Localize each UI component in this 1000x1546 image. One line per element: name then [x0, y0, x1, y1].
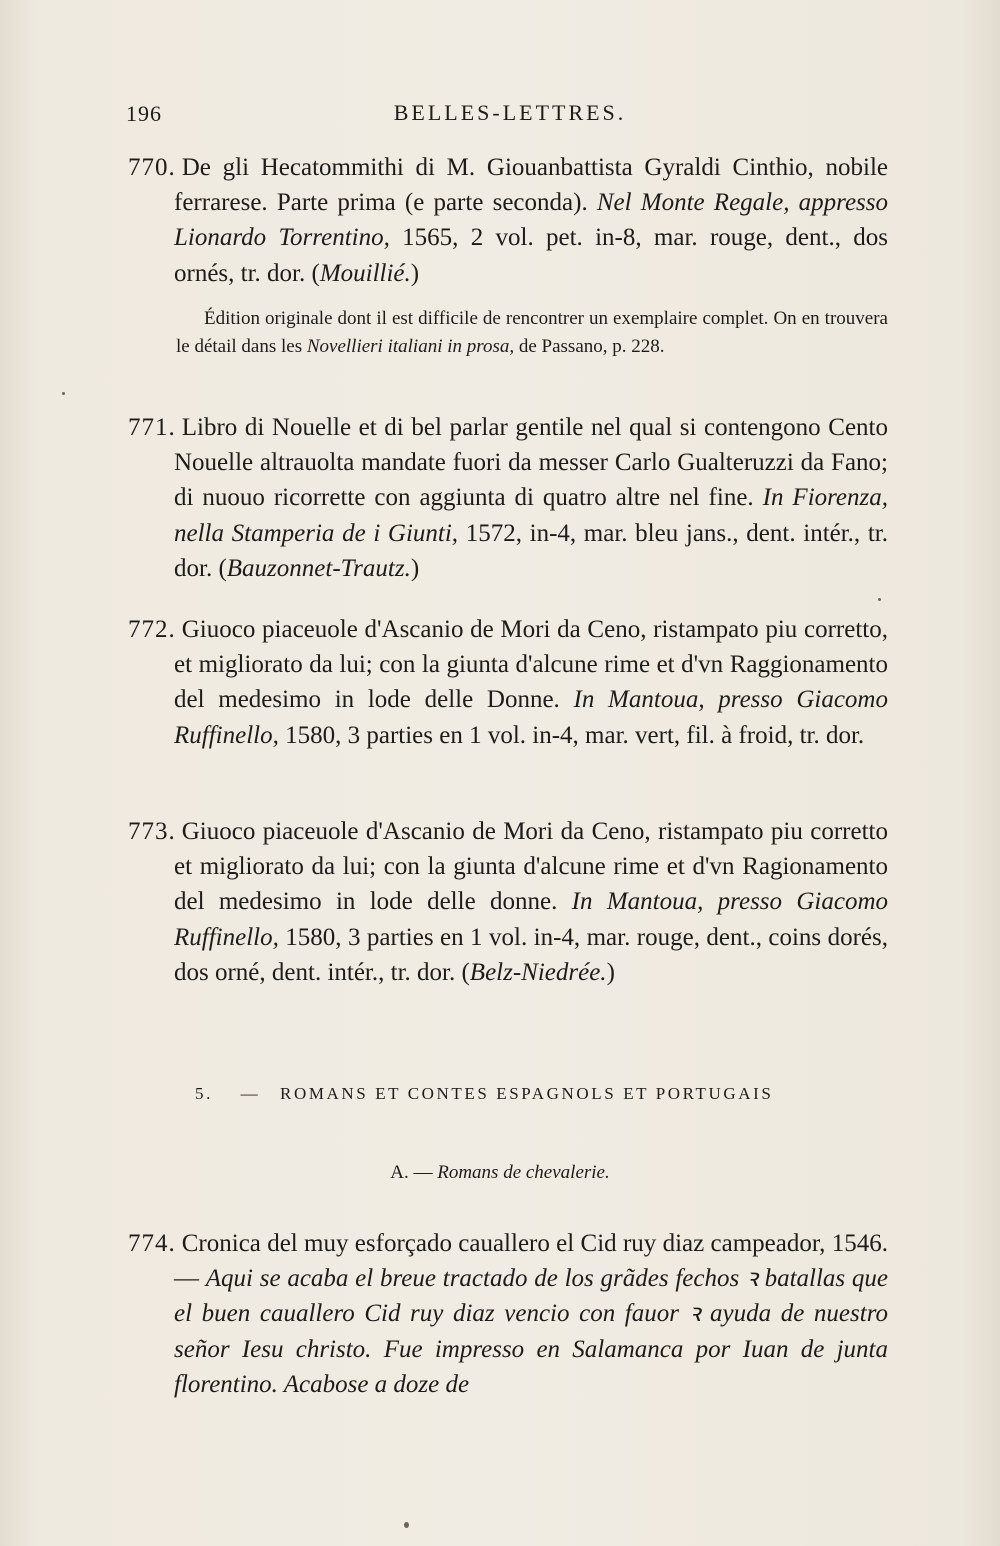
- section-dash: —: [240, 1084, 261, 1103]
- entry-number: 774.: [128, 1230, 176, 1257]
- entry-text: Giuoco piaceuole d'Ascanio de Mori da Ceno, ristampato piu corretto, et migliorato da lui; con la giunta d'alcune rime et d'vn Raggionamento del medesimo in lode delle Donne. In Mantoua, presso Giacomo Ruffinello, 1580, 3 parties en 1 vol. in-4, mar. vert, fil. à froid, tr. dor.: [174, 616, 888, 749]
- entry-773: [128, 814, 888, 990]
- entry-770: [128, 150, 888, 291]
- entry-text: Libro di Nouelle et di bel parlar gentile nel qual si contengono Cento Nouelle altrauolta mandate fuori da messer Carlo Gualteruzzi da Fano; di nuouo ricorrette con aggiunta di quatro altre nel fine. In Fiorenza, nella Stamperia de i Giunti, 1572, in-4, mar. bleu jans., dent. intér., tr. dor. (Bauzonnet-Trautz.): [174, 414, 889, 582]
- entry-number: 773.: [128, 818, 176, 845]
- subsection-heading: [300, 1162, 700, 1184]
- subsection-title: Romans de chevalerie.: [437, 1162, 610, 1183]
- entry-text: Giuoco piaceuole d'Ascanio de Mori da Ceno, ristampato piu corretto et migliorato da lui; con la giunta d'alcune rime et d'vn Ragionamento del medesimo in lode delle donne. In Mantoua, presso Giacomo Ruffinello, 1580, 3 parties en 1 vol. in-4, mar. rouge, dent., coins dorés, dos orné, dent. intér., tr. dor. (Belz-Niedrée.): [174, 818, 888, 986]
- section-title: ROMANS ET CONTES ESPAGNOLS ET PORTUGAIS: [280, 1084, 774, 1103]
- entry-number: 771.: [128, 414, 176, 441]
- entry-number: 772.: [128, 616, 176, 643]
- section-number: 5.: [195, 1084, 213, 1103]
- ink-speck: [62, 392, 65, 395]
- running-head: BELLES-LETTRES.: [393, 100, 627, 125]
- entry-772: [128, 612, 888, 753]
- ink-speck: [404, 1522, 409, 1528]
- entry-770-note: Édition originale dont il est difficile de rencontrer un exemplaire complet. On en trouvera le détail dans les Novellieri italiani in prosa, de Passano, p. 228.: [176, 308, 888, 357]
- subsection-dash: —: [413, 1162, 433, 1183]
- entry-text: De gli Hecatommithi di M. Giouanbattista Gyraldi Cinthio, nobile ferrarese. Parte prima (e parte seconda). Nel Monte Regale, appresso Lionardo Torrentino, 1565, 2 vol. pet. in-8, mar. rouge, dent., dos ornés, tr. dor. (Mouillié.): [174, 154, 888, 287]
- ink-speck: [878, 598, 881, 601]
- entry-771: [128, 410, 888, 586]
- entry-774: [128, 1226, 888, 1402]
- section-heading: [195, 1084, 865, 1104]
- subsection-letter: A.: [390, 1162, 409, 1183]
- entry-number: 770.: [128, 154, 176, 181]
- entry-text: Cronica del muy esforçado cauallero el Cid ruy diaz campeador, 1546. — Aqui se acaba el breue tractado de los grãdes fechos ꝛ batallas que el buen cauallero Cid ruy diaz vencio con fauor ꝛ ayuda de nuestro señor Iesu christo. Fue impresso en Salamanca por Iuan de junta florentino. Acabose a doze de: [174, 1230, 888, 1398]
- page-number: 196: [126, 101, 162, 126]
